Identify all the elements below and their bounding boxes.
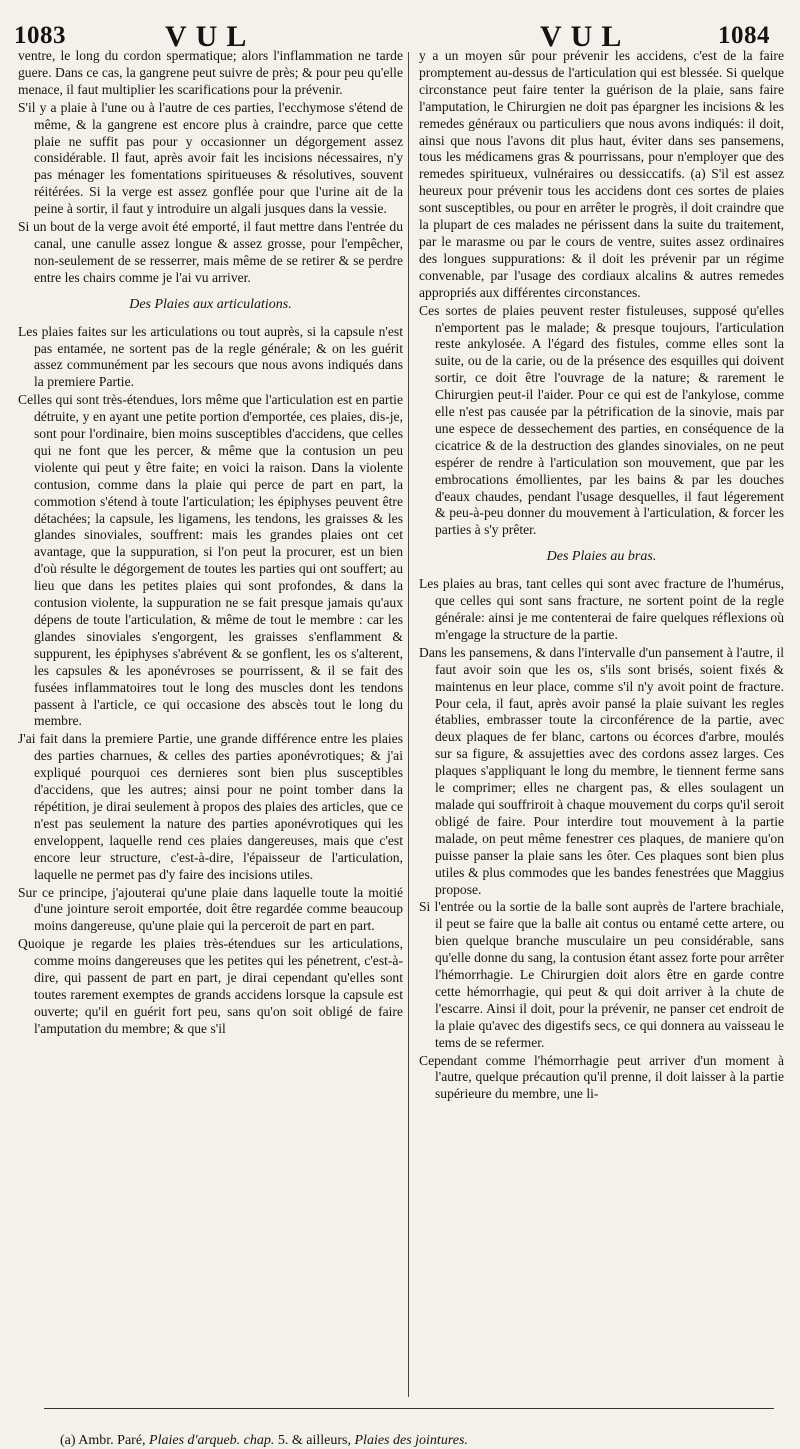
left-page-number: 1083: [14, 22, 66, 49]
paragraph: Dans les pansemens, & dans l'intervalle d'un pansement à l'autre, il faut avoir soin que les os, s'ils sont brisés, soient fixés & maintenus en leur place, comme s'il n'y avoit point de fracture. Pour cela, il faut, après avoir pansé la plaie suivant les regles établies, embrasser toute la circonférence de la partie, avec deux plaques de fer blanc, cartons ou écorces d'arbre, moulés sur sa figure, & assujetties avec des cordons assez larges. Ces plaques s'appliquant le long du membre, le tiennent ferme sans le comprimer; elles ne chargent pas, & elles soulagent un malade qui souffriroit à chaque mouvement du corps qu'il seroit obligé de faire. Pour interdire tout mouvement à la partie malade, on peut même fenestrer ces plaques, de maniere qu'on puisse panser la plaie sans les ôter. Ces plaques sont bien plus utiles & plus commodes que les bandes fenestrées que Maggius propose.: [419, 644, 784, 897]
paragraph: Sur ce principe, j'ajouterai qu'une plaie dans laquelle toute la moitié d'une jointure seroit emportée, doit être regardée comme beaucoup moins dangereuse, qu'une plaie qui la perceroit de part en part.: [18, 884, 403, 934]
section-heading: Des Plaies au bras.: [546, 549, 657, 565]
right-column: [419, 48, 784, 1104]
paragraph: S'il y a plaie à l'une ou à l'autre de ces parties, l'ecchymose s'étend de même, & la gangrene est encore plus à craindre, parce que cette plaie ne suffit pas pour y occasionner un dégorgement assez considérable. Il faut, après avoir fait les incisions nécessaires, n'y pas ménager les fomentations spiritueuses & résolutives, souvent réitérées. Si la verge est assez gonflée pour que l'urine ait de la peine à sortir, il faut y introduire un algali jusques dans la vessie.: [18, 99, 403, 217]
paragraph: J'ai fait dans la premiere Partie, une grande différence entre les plaies des parties charnues, & celles des parties aponévrotiques; & j'ai expliqué pourquoi ces dernieres sont bien plus susceptibles d'accidens, que les autres; ainsi pour ne point tomber dans la répétition, je dirai seulement à propos des plaies des articles, que ce n'est pas seulement la nature des parties aponévrotiques qui les enveloppent, laquelle rend ces plaies dangereuses, mais que c'est encore leur structure, c'est-à-dire, l'épaisseur de l'articulation, laquelle ne permet pas d'y faire des incisions utiles.: [18, 731, 403, 882]
footnote-rule: [44, 1408, 774, 1409]
footnote-reference-tail: 5. & ailleurs,: [277, 1433, 351, 1448]
paragraph: Les plaies faites sur les articulations ou tout auprès, si la capsule n'est pas entamée, ne sortent pas de la regle générale; & on les guérit assez communément par les secours que nous avons indiqués dans la premiere Partie.: [18, 323, 403, 390]
paragraph: Ces sortes de plaies peuvent rester fistuleuses, supposé qu'elles n'emportent pas le malade; & presque toujours, l'articulation reste ankylosée. A l'égard des fistules, comme elles sont la suite, ou de la carie, ou de la présence des esquilles qui doivent sortir, ce doit être l'ouvrage de la nature; & rarement le Chirurgien peut-il l'aider. Pour ce qui est de l'ankylose, comme elle n'est pas causée par la pétrification de la sinovie, mais par une espece de dessechement des parties, en conséquence de la cicatrice & de la destruction des glandes sinoviales, on ne peut espérer de rendre à l'articulation son mouvement, que par les embrocations émollientes, par les bains & par les douches d'eaux chaudes, pendant l'usage desquelles, il faut légerement & peu-à-peu donner du mouvement à l'articulation, & forcer les parties à s'y prêter.: [419, 302, 784, 538]
footnote: [60, 1433, 468, 1449]
paragraph: y a un moyen sûr pour prévenir les accidens, c'est de la faire promptement au-dessus de l'articulation qui est blessée. Si quelque circonstance peut faire tenter la guérison de la plaie, sans faire l'amputation, le Chirurgien ne doit pas épargner les incisions & les remedes généraux ou particuliers que nous avons indiqués: il doit, ainsi que nous l'avons dit plus haut, éviter dans ses pansemens, tous les médicamens gras & pourrissans, pour n'employer que des remedes spiritueux, vulnéraires ou dessiccatifs. (a) S'il est assez heureux pour prévenir tous les accidens dont ces sortes de plaies sont susceptibles, ou pour en arrêter le progrès, il doit craindre que la plupart de ces malades ne périssent dans la suite du traitement, par le marasme ou par le cours de ventre, suites assez ordinaires des longues suppurations: & il doit les prévenir par un régime convenable, par l'usage des cordiaux alcalins & autres remedes appropriés aux différentes circonstances.: [419, 48, 784, 300]
paragraph: Quoique je regarde les plaies très-étendues sur les articulations, comme moins dangereuses que les petites qui les pénetrent, c'est-à-dire, qui passent de part en part, je dirai cependant qu'elles sont toutes rarement exemptes de grands accidens lorsque la capsule est ouverte; qu'il en guérit fort peu, sans qu'on soit obligé de faire l'amputation du membre; & que s'il: [18, 936, 403, 1036]
right-running-head: VUL: [540, 20, 631, 53]
footnote-reference: Plaies d'arqueb. chap.: [149, 1433, 275, 1448]
right-page-number: 1084: [718, 22, 770, 49]
paragraph: Celles qui sont très-étendues, lors même que l'articulation est en partie détruite, y en ayant une petite portion d'emportée, ces plaies, dis-je, sont pour l'ordinaire, bien moins susceptibles d'accidens, que celles qui ne font que les percer, & même que la contusion un peu violente qui peut y être faite; en voici la raison. Dans la violente contusion, comme dans la plaie qui perce de part en part, la commotion s'étend à toute l'articulation; les épiphyses peuvent être détachées; la capsule, les ligamens, les tendons, les graisses & les glandes sinoviales, souffrent: mais les grandes plaies ont cet avantage, que la suppuration, si l'on peut la procurer, est un bien d'où résulte le dégorgement de toutes les parties qui ont souffert; au lieu que dans les petites plaies qui sont profondes, & dans la contusion violente, la suppuration ne se fait presque jamais qu'aux dépens de toute l'articulation, & même de tout le membre : car les glandes sinoviales s'engorgent, les graisses s'enflamment & suppurent, les épiphyses s'abrévent & se gonflent, les os s'alterent, les capsules & les aponévroses se pourrissent, & il se fait des fusées inflammatoires tout le long des muscles dont les tendons passent à l'article, ce qui occasione des abscès tout le long du membre.: [18, 392, 403, 729]
column-divider: [408, 52, 409, 1397]
paragraph: Les plaies au bras, tant celles qui sont avec fracture de l'humérus, que celles qui sont sans fracture, ne sortent point de la regle générale: ainsi je me contenterai de faire quelques réflexions où m'engage la structure de la partie.: [419, 576, 784, 642]
section-heading: Des Plaies aux articulations.: [129, 296, 292, 312]
paragraph: Si un bout de la verge avoit été emporté, il faut mettre dans l'entrée du canal, une canulle assez longue & assez grosse, pour l'empêcher, non-seulement de se resserrer, mais même de se retirer & se perdre entre les chairs comme je l'ai vu arriver.: [18, 219, 403, 285]
footnote-author: Ambr. Paré,: [78, 1433, 146, 1448]
footnote-marker: (a): [60, 1433, 76, 1448]
paragraph: ventre, le long du cordon spermatique; alors l'inflammation ne tarde guere. Dans ce cas, la gangrene peut suivre de près; & pour peu qu'elle menace, il faut multiplier les scarifications pour la prévenir.: [18, 48, 403, 97]
left-running-head: VUL: [165, 20, 256, 53]
paragraph: Si l'entrée ou la sortie de la balle sont auprès de l'artere brachiale, il peut se faire que la balle ait contus ou entamé cette artere, ou bien quelque branche musculaire un peu considérable, sans qu'elle donne du sang, la contusion étant assez forte pour arrêter l'hémorrhagie. Le Chirurgien doit alors être en garde contre cette hémorrhagie, qui peut & qui doit arriver à la chute de l'escarre. Ainsi il doit, pour la prévenir, ne panser cet endroit de la plaie qu'avec des digestifs secs, ce qui donnera au vaisseau le tems de se refermer.: [419, 899, 784, 1050]
footnote-reference-2: Plaies des jointures.: [354, 1433, 468, 1448]
left-column: [18, 48, 403, 1039]
paragraph: Cependant comme l'hémorrhagie peut arriver d'un moment à l'autre, quelque précaution qu'il prenne, il doit laisser à la partie supérieure du membre, une li-: [419, 1052, 784, 1102]
